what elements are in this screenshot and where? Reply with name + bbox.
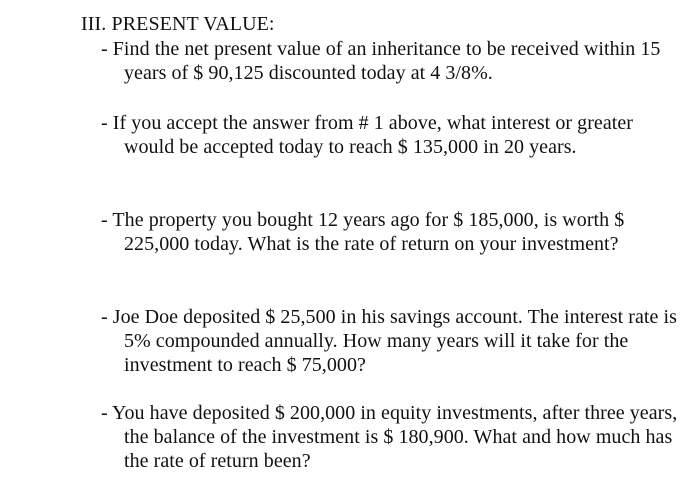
question-4: - Joe Doe deposited $ 25,500 in his savings account. The interest rate is 5% compounded annually. How many years will it take for the investment to reach $ 75,000? [101, 306, 677, 376]
question-2: - If you accept the answer from # 1 above, what interest or greater would be accepted today to reach $ 135,000 in 20 years. [101, 112, 634, 158]
question-3: - The property you bought 12 years ago for $ 185,000, is worth $ 225,000 today. What is the rate of return on your investment? [101, 209, 625, 255]
question-1: - Find the net present value of an inheritance to be received within 15 years of $ 90,125 discounted today at 4 3/8%. [101, 38, 661, 84]
section-heading: III. PRESENT VALUE: [81, 13, 275, 35]
question-5: - You have deposited $ 200,000 in equity investments, after three years, the balance of the investment is $ 180,900. What and how much has the rate of return been? [101, 402, 678, 472]
